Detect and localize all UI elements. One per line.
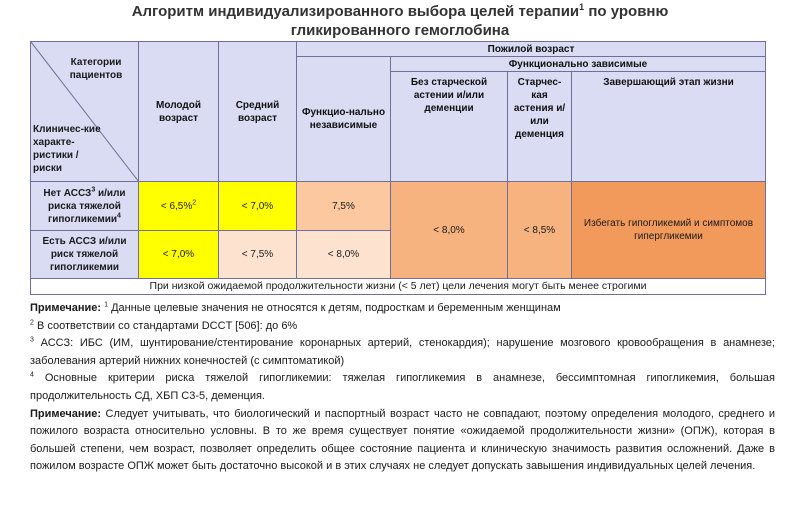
table-footer-note: При низкой ожидаемой продолжительности жизни (< 5 лет) цели лечения могут быть менее строгими [31, 279, 766, 295]
row1-label-a: Нет АССЗ [43, 187, 92, 199]
cell-r2-middle: < 7,5% [219, 231, 297, 279]
table-corner-cell [31, 42, 139, 182]
hba1c-targets-table [30, 41, 766, 295]
group-header-elderly: Пожилой возраст [297, 42, 766, 57]
row1-sup-b: 4 [117, 212, 121, 220]
col-header-no-frailty: Без старческой астении и/или деменции [391, 72, 508, 182]
note1-text: Данные целевые значения не относятся к детям, подросткам и беременным женщинам [108, 302, 561, 314]
note1-sup: 1 [104, 301, 109, 309]
title-line1: Алгоритм индивидуализированного выбора целей терапии [131, 3, 580, 20]
note2-sup: 2 [30, 318, 34, 326]
row-label-no-ascvd [31, 182, 139, 231]
footnote-1 [30, 300, 775, 318]
footnotes [30, 300, 775, 476]
note2-text: В соответствии со стандартами DCCT [506]: до 6% [33, 319, 298, 332]
cell-r2-young: < 7,0% [139, 231, 219, 279]
note4-text: Основные критерии риска тяжелой гипогликемии: тяжелая гипогликемия в анамнезе, бессимптомная гипогликемия, большая продолжительность СД, ХБП С3-5, деменция. [30, 372, 775, 402]
title-line2: гликированного гемоглобина [290, 22, 510, 39]
cell-r1-young [139, 182, 219, 231]
row1-sup-a: 3 [91, 186, 96, 194]
cell-r1-young-sup: 2 [192, 199, 197, 207]
footnote-5 [30, 406, 775, 476]
row1-label-b: и/или риска тяжелой гипогликемии [48, 187, 126, 225]
group-header-func-dependent: Функционально зависимые [391, 57, 766, 72]
row-label-ascvd: Есть АССЗ и/или риск тяжелой гипогликемии [31, 231, 139, 279]
footnote-2 [30, 318, 775, 336]
cell-end-of-life: Избегать гипогликемий и симптомов гипергликемии [572, 182, 766, 279]
col-header-end-of-life: Завершающий этап жизни [572, 72, 766, 182]
col-header-young: Молодой возраст [139, 42, 219, 182]
cell-r1-young-value: < 6,5% [160, 200, 193, 212]
note1-label: Примечание: [30, 302, 102, 314]
col-header-func-independent: Функцио-нально независимые [297, 57, 391, 182]
page-title [0, 2, 800, 40]
cell-r1-func-independent: 7,5% [297, 182, 391, 231]
note4-sup: 4 [30, 371, 34, 379]
col-header-frailty: Старчес-кая астения и/или деменция [508, 72, 572, 182]
note3-text: АССЗ: ИБС (ИМ, шунтирование/стентирование коронарных артерий, стенокардия); нарушение мозгового кровообращения в анамнезе; заболевания артерий нижних конечностей (с симптоматикой) [30, 337, 775, 367]
title-line1-end: по уровню [584, 3, 669, 20]
footnote-4 [30, 370, 775, 405]
note5-label: Примечание: [30, 407, 102, 420]
cell-frailty: < 8,5% [508, 182, 572, 279]
cell-no-frailty: < 8,0% [391, 182, 508, 279]
note5-text: Следует учитывать, что биологический и паспортный возраст часто не совпадают, поэтому определения молодого, среднего и пожилого возраста относительно условны. В то же время существует понятие «ожидаемой продолжительности жизни» (ОПЖ), которая в большей степени, чем возраст, позволяет определить общее состояние пациента и клиническую значимость развития осложнений. Даже в пожилом возрасте ОПЖ может быть достаточно высокой и в этих случаях не следует допускать завышения индивидуальных целей лечения. [30, 407, 775, 473]
cell-r1-middle: < 7,0% [219, 182, 297, 231]
note3-sup: 3 [30, 336, 34, 344]
footnote-3 [30, 335, 775, 370]
corner-bottom-label: Клиничес-кие характе-ристики / риски [33, 124, 101, 174]
corner-top-label: Категории пациентов [69, 57, 123, 81]
cell-r2-func-independent: < 8,0% [297, 231, 391, 279]
title-footnote-mark: 1 [579, 2, 585, 12]
col-header-middle: Средний возраст [219, 42, 297, 182]
